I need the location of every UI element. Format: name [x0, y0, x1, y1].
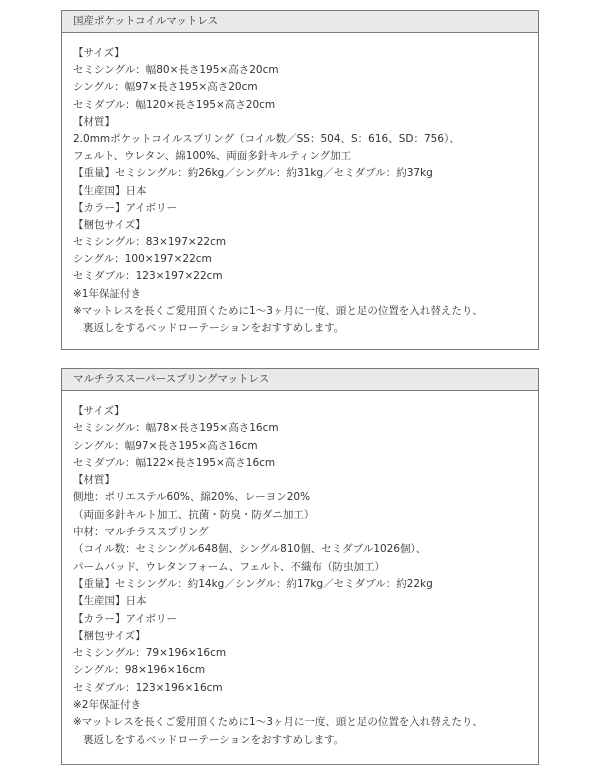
spec-line: 【梱包サイズ】 — [73, 218, 146, 231]
spec-line: 【材質】 — [73, 115, 115, 128]
spec-line: 【材質】 — [73, 474, 115, 487]
spec-line: （両面多針キルト加工、抗菌・防臭・防ダニ加工） — [73, 508, 315, 521]
spec-line: シングル：幅97×長さ195×高さ20cm — [73, 81, 258, 94]
spec-line: 側地：ポリエステル60%、綿20%、レーヨン20% — [73, 491, 311, 504]
spec-line: 裏返しをするベッドローテーションをおすすめします。 — [83, 322, 345, 334]
product-spec-box-multi-spring — [61, 368, 539, 765]
spec-line: セミシングル：79×196×16cm — [73, 647, 227, 660]
product-title: マルチラススーパースプリングマットレス — [62, 369, 538, 391]
spec-line: ※マットレスを長くご愛用頂くために1〜3ヶ月に一度、頭と足の位置を入れ替えたり、 — [73, 716, 483, 729]
spec-line: フェルト、ウレタン、綿100%、両面多針キルティング加工 — [73, 150, 352, 163]
spec-line: セミシングル：幅78×長さ195×高さ16cm — [73, 422, 279, 435]
spec-line: 裏返しをするベッドローテーションをおすすめします。 — [83, 733, 345, 746]
spec-line: 【カラー】アイボリー — [73, 201, 178, 214]
spec-line: 【梱包サイズ】 — [73, 629, 146, 642]
spec-line: セミダブル：幅120×長さ195×高さ20cm — [73, 98, 276, 111]
spec-line: パームパッド、ウレタンフォーム、フェルト、不織布（防虫加工） — [73, 560, 385, 573]
spec-line: 中材：マルチラススプリング — [73, 526, 209, 539]
spec-line: シングル：98×196×16cm — [73, 664, 206, 677]
spec-line: ※マットレスを長くご愛用頂くために1〜3ヶ月に一度、頭と足の位置を入れ替えたり、 — [73, 304, 483, 317]
spec-line: セミダブル：123×196×16cm — [73, 681, 223, 694]
spec-line: 【生産国】日本 — [73, 184, 147, 197]
spec-list — [62, 33, 538, 337]
product-spec-box-pocket-coil — [61, 10, 539, 350]
spec-line: ※1年保証付き — [73, 287, 141, 300]
spec-list — [62, 391, 538, 749]
spec-line: 【生産国】日本 — [73, 595, 147, 608]
spec-line: 【サイズ】 — [73, 405, 125, 417]
product-title: 国産ポケットコイルマットレス — [62, 11, 538, 33]
spec-line: セミダブル：幅122×長さ195×高さ16cm — [73, 456, 276, 469]
spec-line: 【重量】セミシングル：約14kg／シングル：約17kg／セミダブル：約22kg — [73, 577, 433, 590]
spec-line: ※2年保証付き — [73, 699, 141, 712]
spec-line: セミシングル：83×197×22cm — [73, 236, 227, 249]
spec-line: シングル：100×197×22cm — [73, 253, 212, 266]
spec-line: セミダブル：123×197×22cm — [73, 270, 223, 283]
spec-line: 2.0mmポケットコイルスプリング（コイル数／SS：504、S：616、SD：756）、 — [73, 132, 460, 145]
spec-line: 【サイズ】 — [73, 47, 125, 59]
spec-line: 【重量】セミシングル：約26kg／シングル：約31kg／セミダブル：約37kg — [73, 167, 433, 180]
spec-line: シングル：幅97×長さ195×高さ16cm — [73, 439, 258, 452]
spec-line: 【カラー】アイボリー — [73, 612, 178, 625]
spec-line: （コイル数：セミシングル648個、シングル810個、セミダブル1026個）、 — [73, 543, 427, 556]
spec-line: セミシングル：幅80×長さ195×高さ20cm — [73, 64, 279, 77]
